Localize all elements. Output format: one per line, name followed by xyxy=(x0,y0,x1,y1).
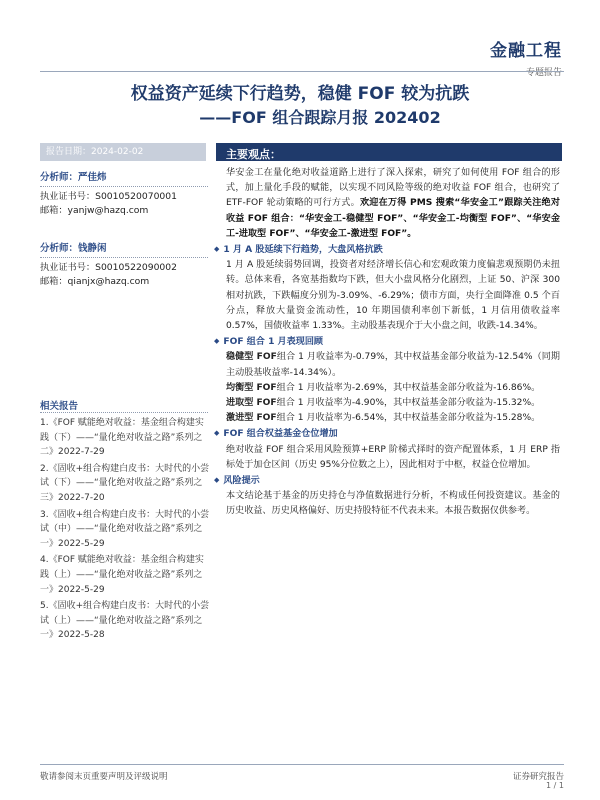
footer-report-type: 证券研究报告 xyxy=(512,772,564,782)
summary-heading: 主要观点： xyxy=(226,148,281,161)
related-reports-heading: 相关报告 xyxy=(40,401,79,412)
perf-item xyxy=(226,350,560,380)
analyst-name: 钱静闲 xyxy=(78,243,107,254)
analyst-label: 分析师： xyxy=(40,243,79,254)
perf-item xyxy=(226,396,560,411)
analyst-label: 分析师： xyxy=(40,172,79,183)
related-reports-list xyxy=(40,416,212,645)
perf-item xyxy=(226,381,560,396)
perf-text: 组合 1 月收益率为-2.69%，其中权益基金部分收益为-16.86%。 xyxy=(276,382,541,393)
report-title: 权益资产延续下行趋势，稳健 FOF 较为抗跌 xyxy=(130,84,470,104)
analyst-email[interactable]: 邮箱：yanjw@hazq.com xyxy=(40,205,149,216)
section-heading-market: ◆ 1 月 A 股延续下行趋势，大盘风格抗跌 xyxy=(214,242,560,258)
related-report-item[interactable]: 3.《固收+组合构建白皮书：大时代的小尝试（中）——“量化绝对收益之路”系列之一》2022-5-29 xyxy=(40,509,210,549)
intro-paragraph xyxy=(226,166,560,242)
analyst-email[interactable]: 邮箱：qianjx@hazq.com xyxy=(40,276,150,287)
analyst-license: 执业证书号：S0010520070001 xyxy=(40,191,177,202)
analyst-name: 严佳炜 xyxy=(78,172,107,183)
perf-keyword: 进取型 FOF xyxy=(226,398,277,409)
intro-bold-text: 欢迎在万得 PMS 搜索“华安金工”跟踪关注绝对收益 FOF 组合：“华安金工-稳健型 FOF”、“华安金工-均衡型 FOF”、“华安金工-进取型 FOF”、“华安金工-激进型 FOF”。 xyxy=(226,198,560,239)
summary-header-bar xyxy=(216,143,562,161)
risk-paragraph: 本文结论基于基金的历史持仓与净值数据进行分析，不构成任何投资建议。基金的历史收益、历史风格偏好、历史持股特征不代表未来。本报告数据仅供参考。 xyxy=(226,491,560,517)
section-heading-performance: ◆ FOF 组合 1 月表现回顾 xyxy=(214,334,560,350)
allocation-paragraph: 绝对收益 FOF 组合采用风险预算+ERP 阶梯式择时的资产配置体系，1 月 ERP 指标处于加仓区间（历史 95%分位数之上），因此相对于中枢，权益仓位增加。 xyxy=(226,444,560,470)
analyst-divider xyxy=(40,257,208,258)
related-report-item[interactable]: 2.《固收+组合构建白皮书：大时代的小尝试（下）——“量化绝对收益之路”系列之三》2022-7-20 xyxy=(40,463,210,503)
analyst-block xyxy=(40,169,208,218)
related-report-item[interactable]: 5.《固收+组合构建白皮书：大时代的小尝试（上）——“量化绝对收益之路”系列之一》2022-5-28 xyxy=(40,601,210,641)
related-divider xyxy=(40,412,208,413)
analyst-block xyxy=(40,240,208,289)
perf-keyword: 稳健型 FOF xyxy=(226,352,277,363)
perf-keyword: 均衡型 FOF xyxy=(226,382,277,393)
section-heading-allocation: ◆ FOF 组合权益基金仓位增加 xyxy=(214,426,560,442)
related-report-item[interactable]: 1.《FOF 赋能绝对收益：基金组合构建实践（下）——“量化绝对收益之路”系列之二》2022-7-29 xyxy=(40,418,204,458)
section-heading-risk: ◆ 风险提示 xyxy=(214,473,560,489)
market-paragraph: 1 月 A 股延续弱势回调，投资者对经济增长信心和宏观政策力度偏悲观预期仍未扭转。总体来看，各宽基指数均下跌，但大小盘风格分化剧烈，上证 50、沪深 300 相对抗跌，下跌幅度分别为-3.09%、-6.29%；债市方面，央行全面降准 0.5 个百分点，释放大量资金流动性，10 年期国债利率创下新低，1 月信用债收益率 0.57%，国债收益率 1.33%。主动股基表现介于大小盘之间，收跌-14.34%。 xyxy=(226,260,560,332)
analyst-divider xyxy=(40,186,208,187)
header-divider xyxy=(40,71,564,72)
perf-keyword: 激进型 FOF xyxy=(226,413,277,424)
summary-body xyxy=(223,166,560,520)
footer-divider xyxy=(40,764,564,765)
analyst-license: 执业证书号：S0010522090002 xyxy=(40,262,177,273)
page-number: 1 / 1 xyxy=(546,781,564,790)
report-type: 专题报告 xyxy=(525,68,562,78)
intro-text: 华安金工在量化绝对收益道路上进行了深入探索，研究了如何使用 FOF 组合的形式，加上量化手段的赋能，以实现不同风险等级的绝对收益 FOF 组合，也研究了 ETF-FOF 轮动策略的可行方式。 xyxy=(226,168,560,209)
perf-text: 组合 1 月收益率为-0.79%，其中权益基金部分收益为-12.54%（同期主动股基收益率-14.34%）。 xyxy=(226,352,560,378)
perf-text: 组合 1 月收益率为-6.54%，其中权益基金部分收益为-15.28%。 xyxy=(276,413,541,424)
analyst-panel xyxy=(40,165,208,289)
report-date: 报告日期：2024-02-02 xyxy=(40,143,206,161)
related-report-item[interactable]: 4.《FOF 赋能绝对收益：基金组合构建实践（上）——“量化绝对收益之路”系列之一》2022-5-29 xyxy=(40,555,204,595)
footer-disclaimer: 敬请参阅末页重要声明及评级说明 xyxy=(40,772,168,782)
report-subtitle: ——FOF 组合跟踪月报 202402 xyxy=(199,108,441,127)
brand-name: 金融工程 xyxy=(490,41,562,61)
perf-item xyxy=(226,411,560,426)
perf-text: 组合 1 月收益率为-4.90%，其中权益基金部分收益为-15.32%。 xyxy=(276,398,541,409)
